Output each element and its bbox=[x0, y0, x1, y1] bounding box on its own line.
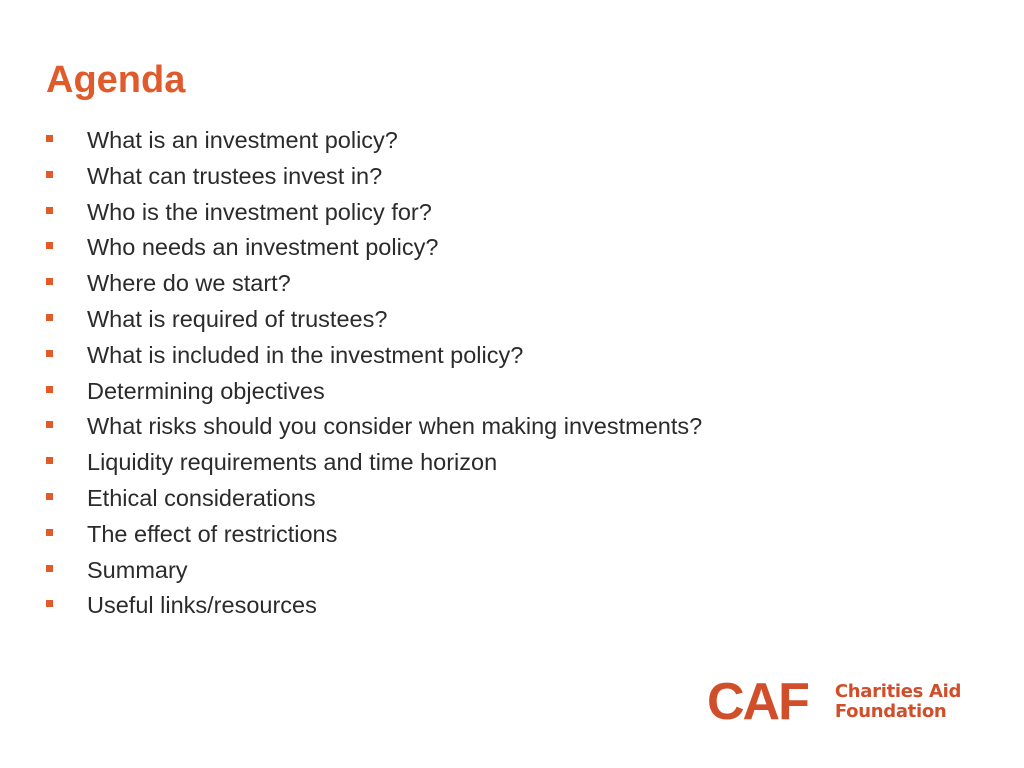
square-bullet-icon bbox=[46, 421, 53, 428]
logo-wordmark bbox=[835, 682, 961, 722]
agenda-item bbox=[0, 481, 702, 517]
agenda-item-label: Liquidity requirements and time horizon bbox=[87, 449, 498, 476]
square-bullet-icon bbox=[46, 529, 53, 536]
agenda-item bbox=[0, 230, 702, 266]
square-bullet-icon bbox=[46, 386, 53, 393]
agenda-item-label: What is included in the investment policy? bbox=[87, 341, 524, 368]
agenda-item-label: Who needs an investment policy? bbox=[87, 234, 439, 261]
agenda-item-label: What is an investment policy? bbox=[87, 127, 398, 153]
agenda-item bbox=[0, 588, 702, 624]
square-bullet-icon bbox=[46, 565, 53, 572]
agenda-item-label: Summary bbox=[87, 556, 188, 583]
agenda-item bbox=[0, 302, 702, 338]
agenda-item-label: Determining objectives bbox=[87, 377, 325, 404]
logo-mark: CAF bbox=[707, 673, 808, 731]
agenda-item-label: What is required of trustees? bbox=[87, 305, 388, 332]
agenda-item bbox=[0, 266, 702, 302]
square-bullet-icon bbox=[46, 278, 53, 285]
agenda-item-label: What risks should you consider when making investments? bbox=[87, 413, 703, 440]
agenda-item-label: What can trustees invest in? bbox=[87, 162, 383, 189]
agenda-item bbox=[0, 338, 702, 374]
agenda-item-label: Where do we start? bbox=[87, 270, 291, 297]
agenda-item bbox=[0, 409, 702, 445]
square-bullet-icon bbox=[46, 171, 53, 178]
agenda-item-label: Useful links/resources bbox=[87, 592, 317, 619]
square-bullet-icon bbox=[46, 600, 53, 607]
agenda-item-label: The effect of restrictions bbox=[87, 520, 338, 547]
agenda-item-label: Ethical considerations bbox=[87, 484, 316, 511]
logo-line-2: Foundation bbox=[834, 701, 947, 722]
square-bullet-icon bbox=[46, 314, 53, 321]
square-bullet-icon bbox=[46, 207, 53, 214]
caf-logo bbox=[707, 673, 962, 731]
agenda-item bbox=[0, 445, 702, 481]
agenda-list bbox=[0, 123, 702, 624]
agenda-item bbox=[0, 159, 702, 195]
agenda-item bbox=[0, 123, 702, 159]
agenda-item-label: Who is the investment policy for? bbox=[87, 198, 432, 225]
square-bullet-icon bbox=[46, 242, 53, 249]
agenda-item bbox=[0, 374, 702, 410]
square-bullet-icon bbox=[46, 135, 53, 142]
square-bullet-icon bbox=[46, 457, 53, 464]
agenda-item bbox=[0, 195, 702, 231]
agenda-item bbox=[0, 553, 702, 589]
agenda-item bbox=[0, 517, 702, 553]
square-bullet-icon bbox=[46, 493, 53, 500]
logo-line-1: Charities Aid bbox=[834, 681, 962, 702]
square-bullet-icon bbox=[46, 350, 53, 357]
slide-title: Agenda bbox=[46, 59, 186, 101]
